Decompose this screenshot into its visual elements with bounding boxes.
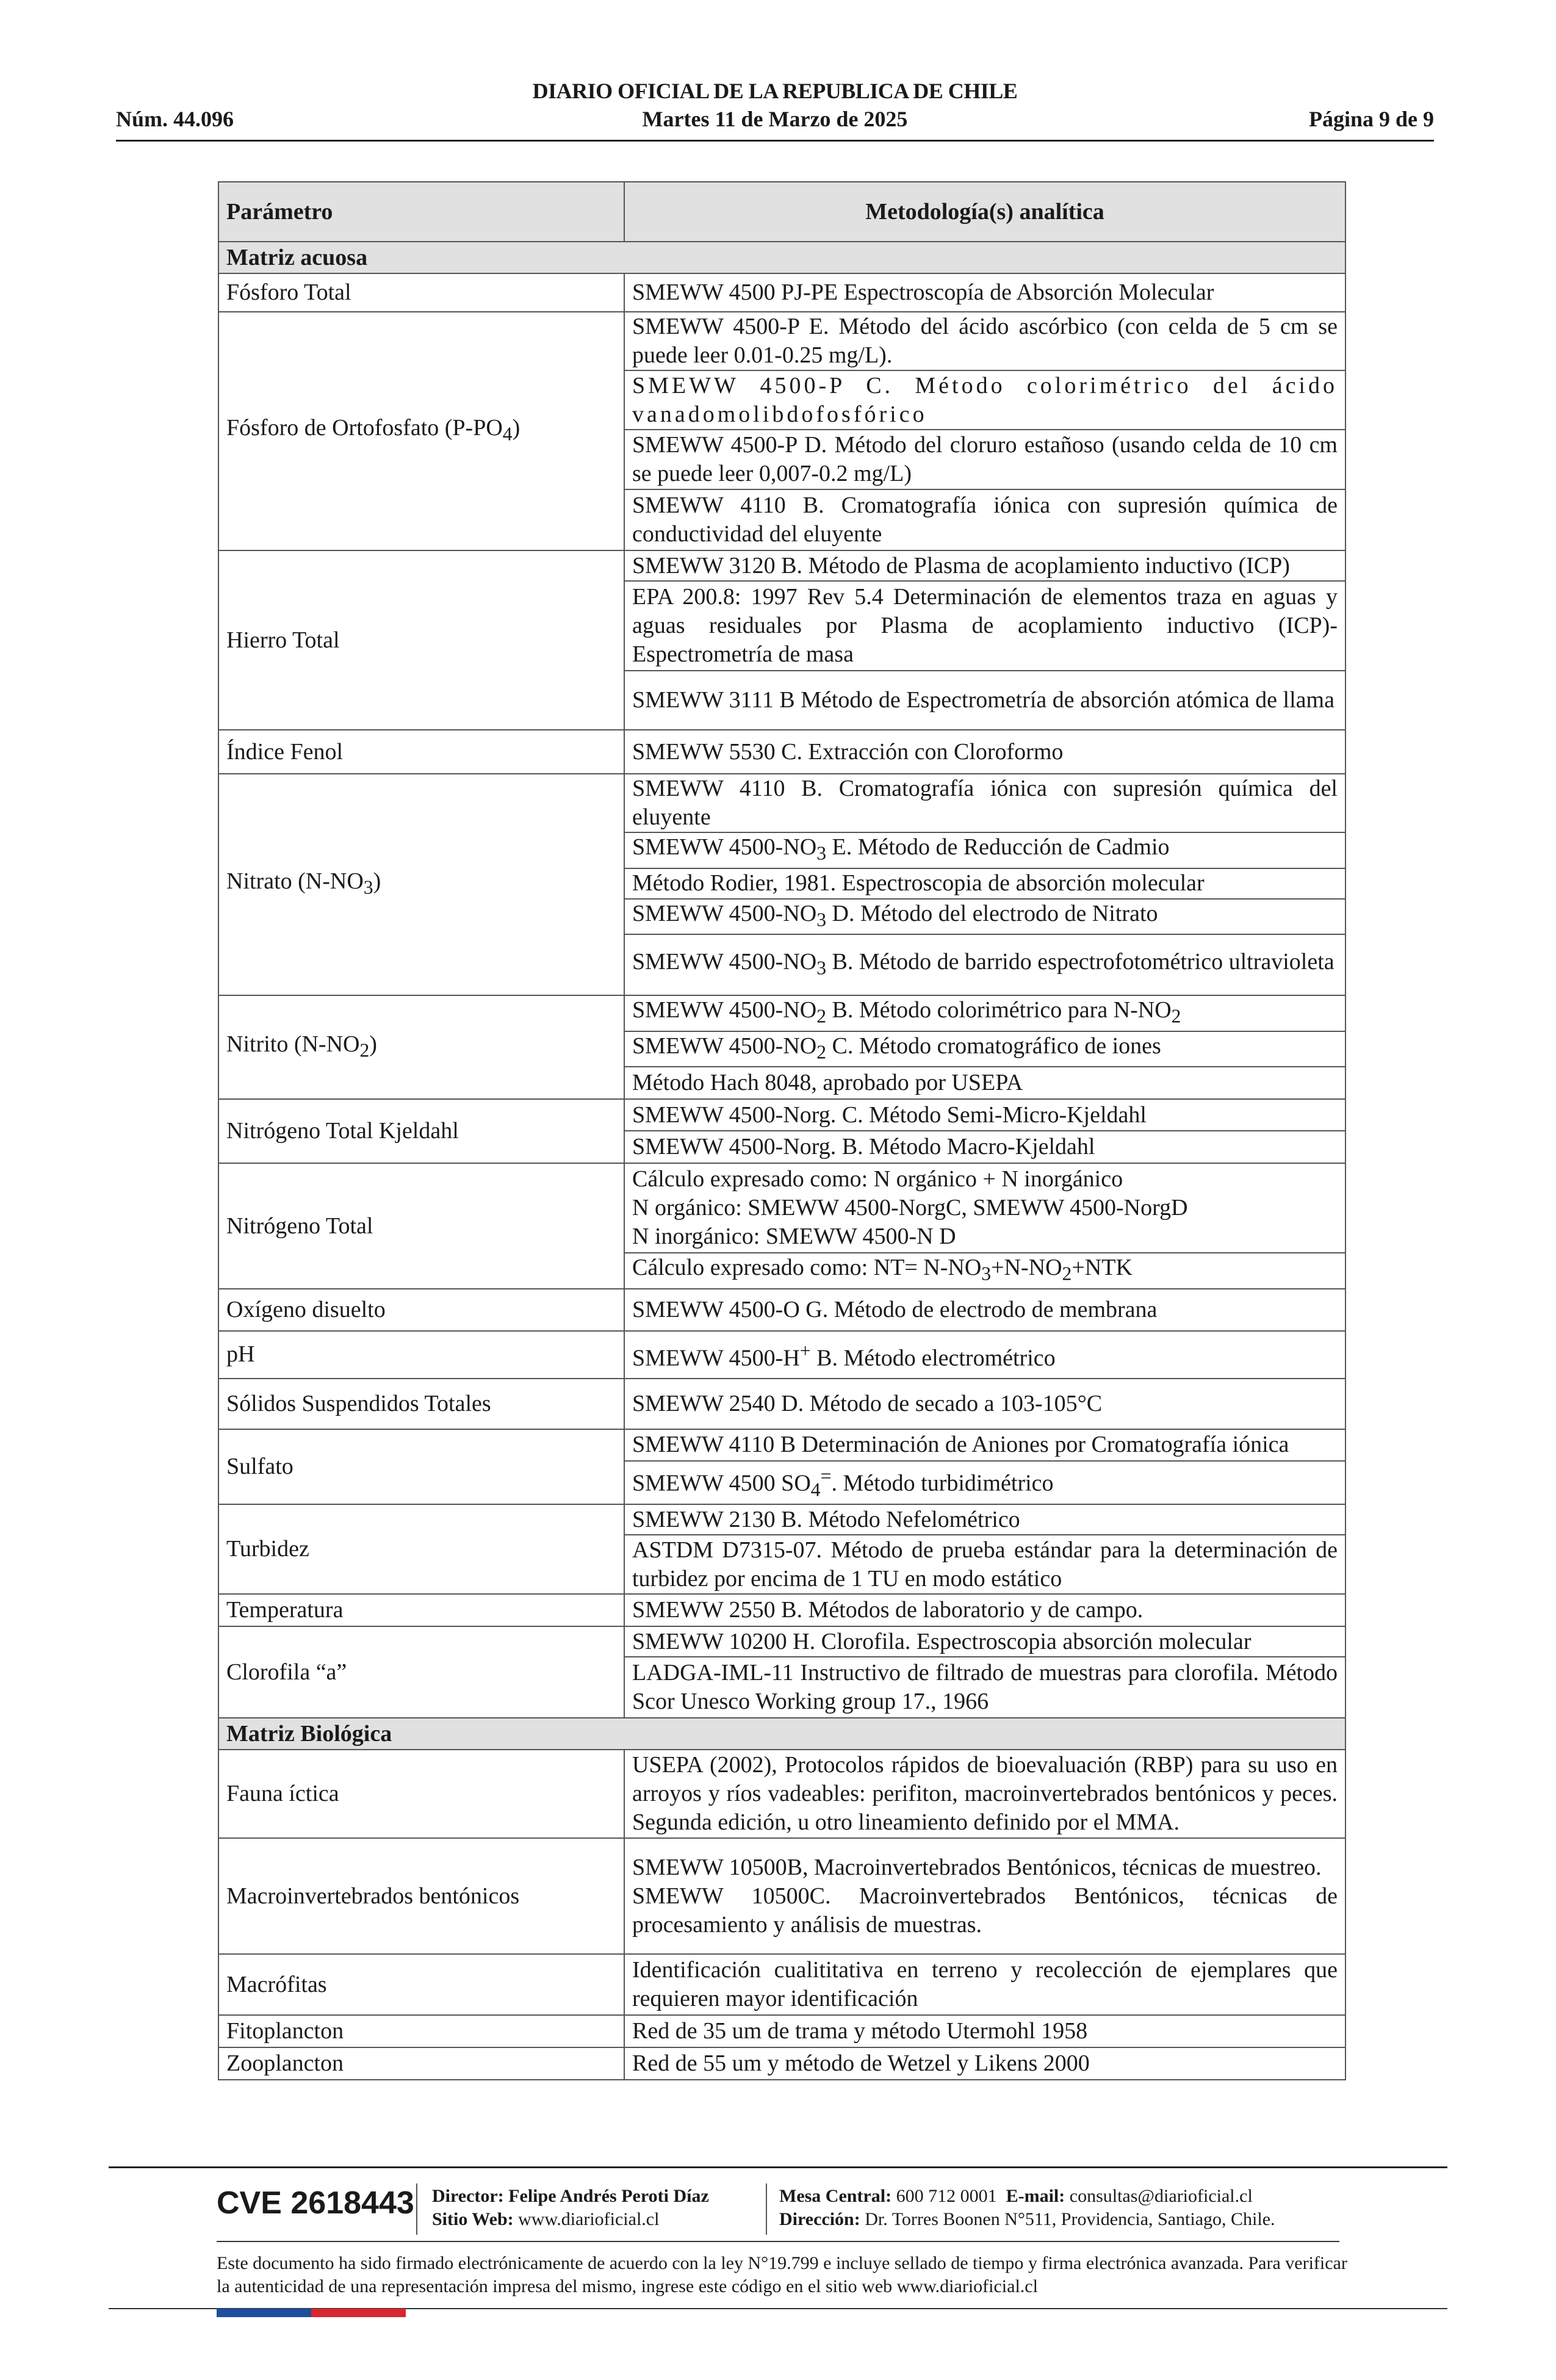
method-cell: SMEWW 4500-H+ B. Método electrométrico <box>624 1331 1345 1379</box>
section-label: Matriz Biológica <box>218 1718 1345 1750</box>
parameter-cell: Macroinvertebrados bentónicos <box>218 1838 624 1954</box>
method-cell: SMEWW 5530 C. Extracción con Cloroformo <box>624 730 1345 774</box>
parameter-cell: pH <box>218 1331 624 1379</box>
header-center <box>116 77 1434 133</box>
parameter-cell: Fósforo de Ortofosfato $(P-PO_4)$ <box>218 312 624 550</box>
col-header-parameter: Parámetro <box>218 182 624 242</box>
header-rule <box>116 140 1434 142</box>
table-header-row <box>218 182 1345 242</box>
email-link[interactable]: consultas@diarioficial.cl <box>1069 2186 1253 2206</box>
parameter-cell: Nitrógeno Total <box>218 1163 624 1289</box>
parameter-cell: Temperatura <box>218 1594 624 1626</box>
table-row <box>218 1838 1345 1954</box>
table-row <box>218 1289 1345 1331</box>
method-cell: Cálculo expresado como: N orgánico + N inorgánico N orgánico: SMEWW 4500-NorgC, SMEWW 4500-NorgD N inorgánico: SMEWW 4500-N D <box>624 1163 1345 1253</box>
table-row <box>218 1954 1345 2015</box>
publication-title: DIARIO OFICIAL DE LA REPUBLICA DE CHILE <box>532 79 1018 103</box>
parameter-cell: Índice Fenol <box>218 730 624 774</box>
flag-bar-blue <box>217 2309 311 2317</box>
method-cell: SMEWW $4500-NO_2$ C. Método cromatográfico de iones <box>624 1031 1345 1067</box>
table-row <box>218 1626 1345 1657</box>
method-cell: SMEWW 10500B, Macroinvertebrados Bentónicos, técnicas de muestreo. SMEWW 10500C. Macroinvertebrados Bentónicos, técnicas de procesamiento y análisis de muestras. <box>624 1838 1345 1954</box>
page-header <box>116 72 1434 145</box>
method-cell: EPA 200.8: 1997 Rev 5.4 Determinación de elementos traza en aguas y aguas residuales por Plasma de acoplamiento inductivo (ICP)- Espectrometría de masa <box>624 581 1345 671</box>
method-cell: Identificación cualititativa en terreno y recolección de ejemplares que requieren mayor identificación <box>624 1954 1345 2015</box>
method-cell: SMEWW $4500-NO_3$ B. Método de barrido espectrofotométrico ultravioleta <box>624 934 1345 995</box>
method-cell: SMEWW 4110 B. Cromatografía iónica con supresión química del eluyente <box>624 774 1345 832</box>
table-row <box>218 1163 1345 1253</box>
section-label: Matriz acuosa <box>218 242 1345 273</box>
publication-date: Martes 11 de Marzo de 2025 <box>642 107 908 131</box>
method-cell: SMEWW 2130 B. Método Nefelométrico <box>624 1504 1345 1535</box>
parameter-cell: Clorofila “a” <box>218 1626 624 1718</box>
table-row <box>218 1331 1345 1379</box>
methodology-table <box>218 181 1346 2080</box>
method-cell: SMEWW 10200 H. Clorofila. Espectroscopia absorción molecular <box>624 1626 1345 1657</box>
parameter-cell: Oxígeno disuelto <box>218 1289 624 1331</box>
footer-separator <box>766 2183 767 2235</box>
section-row-acuosa <box>218 242 1345 273</box>
method-cell: Método Hach 8048, aprobado por USEPA <box>624 1067 1345 1099</box>
legal-notice: Este documento ha sido firmado electrónicamente de acuerdo con la ley N°19.799 e incluye sellado de tiempo y firma electrónica avanzada. Para verificar la autenticidad de una representación impresa del mismo, ingrese este código en el sitio web www.diarioficial.cl <box>217 2253 1347 2296</box>
method-cell: SMEWW 2550 B. Métodos de laboratorio y de campo. <box>624 1594 1345 1626</box>
parameter-cell: Fósforo Total <box>218 273 624 312</box>
method-cell: Cálculo expresado como: $NT= N-NO_3+N-NO_2+NTK$ <box>624 1253 1345 1289</box>
flag-bar-red <box>311 2309 406 2317</box>
table-row <box>218 1750 1345 1838</box>
method-cell: Red de 35 um de trama y método Utermohl 1958 <box>624 2015 1345 2047</box>
footer-divider <box>217 2241 1339 2242</box>
parameter-cell: Hierro Total <box>218 550 624 730</box>
method-cell: Método Rodier, 1981. Espectroscopia de absorción molecular <box>624 868 1345 899</box>
method-cell: LADGA-IML-11 Instructivo de filtrado de muestras para clorofila. Método Scor Unesco Working group 17., 1966 <box>624 1657 1345 1718</box>
footer-contact-block: Mesa Central: 600 712 0001 E-mail: consultas@diarioficial.cl Dirección: Dr. Torres Boonen N°511, Providencia, Santiago, Chile. <box>779 2186 1275 2229</box>
table-row <box>218 2015 1345 2047</box>
method-cell: SMEWW 3111 B Método de Espectrometría de absorción atómica de llama <box>624 671 1345 730</box>
table-row <box>218 995 1345 1031</box>
method-cell: SMEWW 4500-P E. Método del ácido ascórbico (con celda de 5 cm se puede leer 0.01-0.25 mg/L). <box>624 312 1345 370</box>
method-cell: SMEWW 4500-Norg. B. Método Macro-Kjeldahl <box>624 1131 1345 1163</box>
parameter-cell: Turbidez <box>218 1504 624 1594</box>
page-indicator: Página 9 de 9 <box>1308 107 1434 131</box>
table-row <box>218 1379 1345 1429</box>
method-cell: SMEWW 4500 PJ-PE Espectroscopía de Absorción Molecular <box>624 273 1345 312</box>
table-row <box>218 730 1345 774</box>
method-cell: SMEWW $4500-NO_2$ B. Método colorimétrico para $N-NO_2$ <box>624 995 1345 1031</box>
parameter-cell: Fauna íctica <box>218 1750 624 1838</box>
parameter-cell: Zooplancton <box>218 2047 624 2080</box>
footer-separator <box>416 2183 417 2235</box>
method-cell: SMEWW 4110 B. Cromatografía iónica con supresión química de conductividad del eluyente <box>624 489 1345 550</box>
method-cell: SMEWW 4500-P D. Método del cloruro estañoso (usando celda de 10 cm se puede leer 0,007-0.2 mg/L) <box>624 430 1345 489</box>
method-cell: SMEWW $4500-NO_3$ E. Método de Reducción de Cadmio <box>624 832 1345 868</box>
footer-rule <box>109 2166 1447 2168</box>
parameter-cell: Nitrato $(N-NO_3)$ <box>218 774 624 995</box>
parameter-cell: Nitrito $(N-NO_2)$ <box>218 995 624 1099</box>
table-row <box>218 2047 1345 2080</box>
table-row <box>218 312 1345 370</box>
method-cell: USEPA (2002), Protocolos rápidos de bioevaluación (RBP) para su uso en arroyos y ríos vadeables: perifiton, macroinvertebrados bentónicos y peces. Segunda edición, u otro lineamiento definido por el MMA. <box>624 1750 1345 1838</box>
parameter-cell: Nitrógeno Total Kjeldahl <box>218 1099 624 1163</box>
table-row <box>218 774 1345 832</box>
method-cell: SMEWW 4500-O G. Método de electrodo de membrana <box>624 1289 1345 1331</box>
parameter-cell: Fitoplancton <box>218 2015 624 2047</box>
cve-code: CVE 2618443 <box>217 2185 414 2221</box>
table-row <box>218 1429 1345 1461</box>
method-cell: Red de 55 um y método de Wetzel y Likens 2000 <box>624 2047 1345 2080</box>
section-row-biologica <box>218 1718 1345 1750</box>
parameter-cell: Sulfato <box>218 1429 624 1504</box>
issue-number: Núm. 44.096 <box>116 107 234 131</box>
table-row <box>218 550 1345 581</box>
method-cell: SMEWW 4500 $SO_4^=$. Método turbidimétrico <box>624 1461 1345 1504</box>
table-row <box>218 1594 1345 1626</box>
method-cell: ASTDM D7315-07. Método de prueba estándar para la determinación de turbidez por encima de 1 TU en modo estático <box>624 1535 1345 1594</box>
method-cell: SMEWW 4110 B Determinación de Aniones por Cromatografía iónica <box>624 1429 1345 1461</box>
method-cell: SMEWW 4500-Norg. C. Método Semi-Micro-Kjeldahl <box>624 1099 1345 1131</box>
parameter-cell: Sólidos Suspendidos Totales <box>218 1379 624 1429</box>
method-cell: SMEWW 2540 D. Método de secado a 103-105°C <box>624 1379 1345 1429</box>
table-row <box>218 1099 1345 1131</box>
method-cell: SMEWW 4500-P C. Método colorimétrico del ácido vanadomolibdofosfórico <box>624 370 1345 430</box>
col-header-methodology: Metodología(s) analítica <box>624 182 1345 242</box>
method-cell: SMEWW 3120 B. Método de Plasma de acoplamiento inductivo (ICP) <box>624 550 1345 581</box>
table-row <box>218 273 1345 312</box>
footer-director-block: Director: Felipe Andrés Peroti Díaz Sitio Web: www.diarioficial.cl <box>432 2186 709 2229</box>
website-link[interactable]: www.diarioficial.cl <box>518 2209 660 2229</box>
table-row <box>218 1504 1345 1535</box>
parameter-cell: Macrófitas <box>218 1954 624 2015</box>
method-cell: SMEWW $4500-NO_3$ D. Método del electrodo de Nitrato <box>624 899 1345 935</box>
